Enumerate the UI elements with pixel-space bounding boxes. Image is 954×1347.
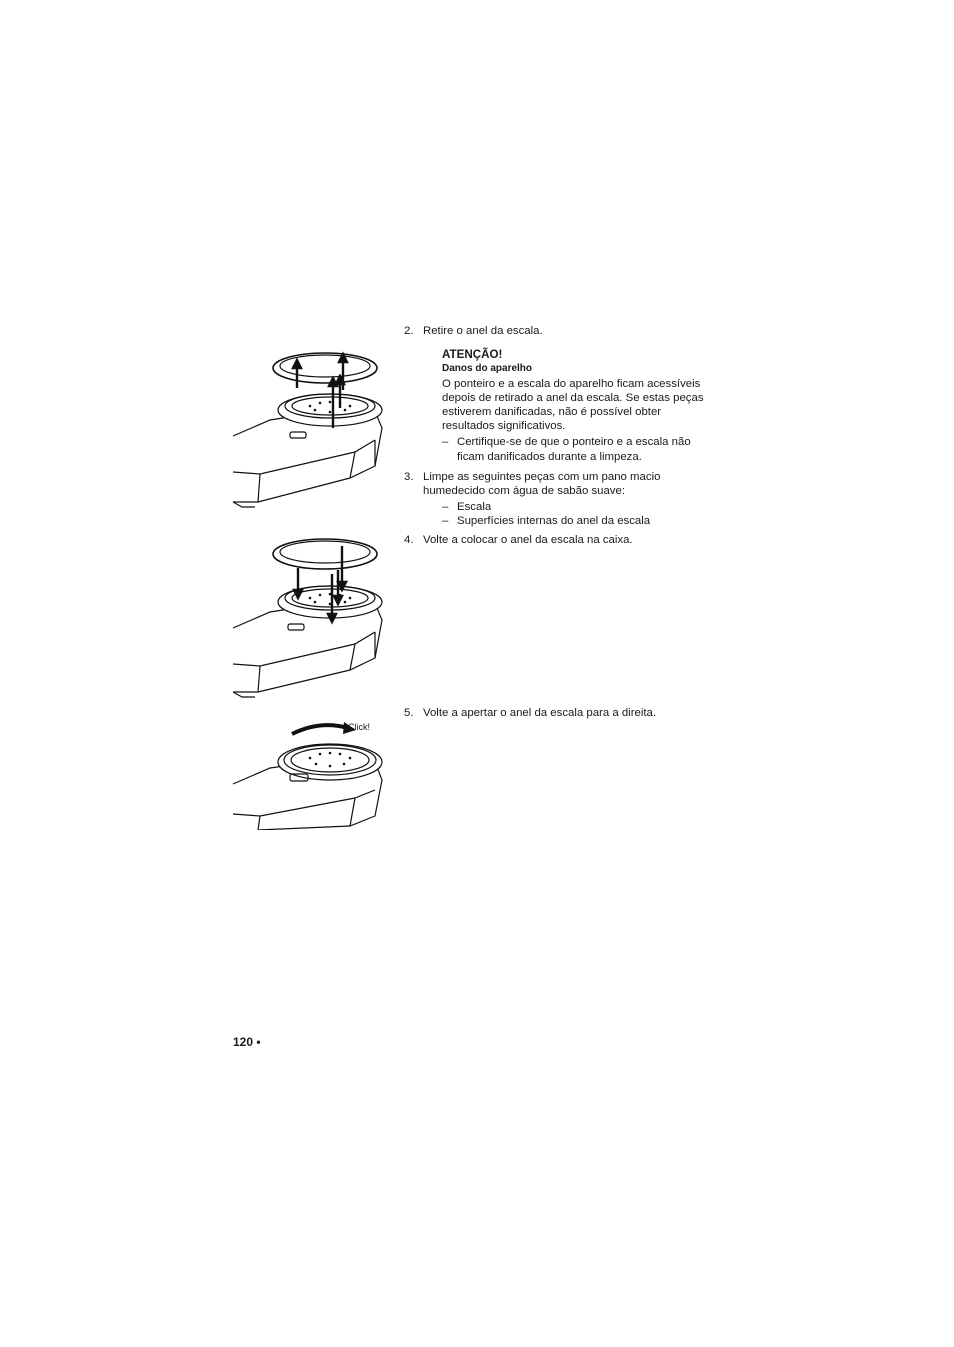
step-text: Retire o anel da escala. [423,325,543,337]
step-5 [404,706,723,720]
step-number: 5. [404,707,414,719]
figure-insert-ring [230,532,390,700]
click-label: Click! [348,722,370,732]
list-item [442,514,704,528]
scale-illustration-remove [230,348,390,510]
step-text: Limpe as seguintes peças com um pano macio humedecido com água de sabão suave: [423,470,661,498]
warning-body: O ponteiro e a escala do aparelho ficam acessíveis depois de retirado a anel da escala. Se estas peças estiverem danificadas, não é possível obter resultados significativos. [442,377,704,433]
list-item-text: Escala [457,501,492,514]
step-2 [404,324,704,338]
step-3 [404,470,704,498]
list-item-text: Superfícies internas do anel da escala [457,515,651,528]
figure-remove-ring [230,348,390,510]
warning-block [404,348,704,464]
instructions-column [404,324,704,719]
figure-tighten-ring [230,718,390,830]
warning-title: ATENÇÃO! [442,348,503,362]
step-text: Volte a apertar o anel da escala para a direita. [423,707,657,719]
warning-bullet [442,435,704,463]
scale-illustration-insert [230,532,390,700]
bullet-text: Certifique-se de que o ponteiro e a escala não ficam danificados durante a limpeza. [457,436,691,463]
page-number: 120 • [233,1035,261,1049]
warning-subtitle: Danos do aparelho [442,363,533,375]
dash: – [442,515,449,528]
step-number: 2. [404,325,414,337]
dash: – [442,501,449,514]
list-item [442,500,704,514]
step-3-list [404,500,704,528]
step-4 [404,533,704,547]
scale-illustration-tighten [230,718,390,830]
step-number: 4. [404,533,414,546]
step-number: 3. [404,470,414,483]
dash: – [442,436,449,449]
step-text: Volte a colocar o anel da escala na caixa. [423,533,633,546]
